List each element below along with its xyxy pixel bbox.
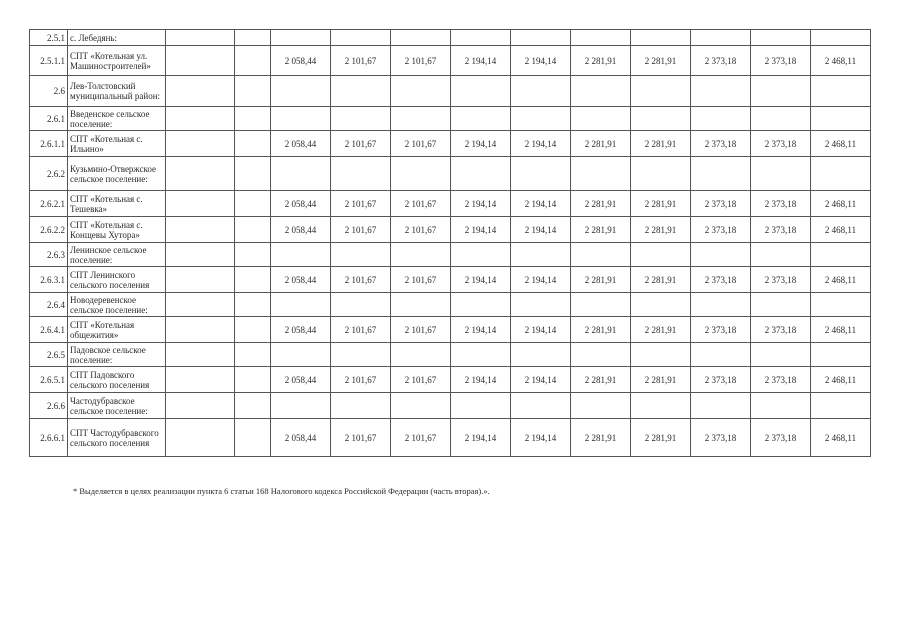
tariff-value: 2 281,91 [571, 267, 631, 293]
table-row [30, 191, 871, 217]
tariff-value [811, 293, 871, 317]
tariff-value: 2 101,67 [391, 367, 451, 393]
tariff-value [451, 243, 511, 267]
row-number: 2.6.1 [30, 107, 68, 131]
tariff-value [331, 157, 391, 191]
row-name: Лев-Толстовский муниципальный район: [68, 76, 166, 107]
tariff-value [691, 343, 751, 367]
tariff-value: 2 281,91 [571, 46, 631, 76]
tariff-value [391, 30, 451, 46]
empty-cell [166, 243, 235, 267]
row-name: СПТ «Котельная с. Тешевка» [68, 191, 166, 217]
row-number: 2.6.5.1 [30, 367, 68, 393]
row-name: Падовское сельское поселение: [68, 343, 166, 367]
empty-cell [166, 107, 235, 131]
empty-cell [166, 157, 235, 191]
empty-cell [235, 30, 271, 46]
tariff-value [511, 30, 571, 46]
tariff-value: 2 373,18 [691, 191, 751, 217]
tariff-value: 2 373,18 [751, 131, 811, 157]
table-row [30, 419, 871, 457]
tariff-value [271, 393, 331, 419]
table-row [30, 343, 871, 367]
row-name: Введенское сельское поселение: [68, 107, 166, 131]
tariff-value: 2 281,91 [631, 317, 691, 343]
tariff-value [691, 293, 751, 317]
tariff-value: 2 373,18 [691, 419, 751, 457]
tariff-value: 2 058,44 [271, 217, 331, 243]
tariff-value [451, 76, 511, 107]
table-row [30, 131, 871, 157]
empty-cell [235, 131, 271, 157]
tariff-value: 2 373,18 [751, 46, 811, 76]
tariff-value: 2 101,67 [331, 131, 391, 157]
tariff-value: 2 058,44 [271, 317, 331, 343]
empty-cell [166, 343, 235, 367]
table-row [30, 157, 871, 191]
tariff-value [691, 107, 751, 131]
tariff-table [29, 29, 871, 457]
empty-cell [166, 76, 235, 107]
tariff-value: 2 373,18 [751, 191, 811, 217]
empty-cell [166, 393, 235, 419]
tariff-value: 2 101,67 [391, 131, 451, 157]
tariff-value [391, 157, 451, 191]
row-name: Новодеревенское сельское поселение: [68, 293, 166, 317]
empty-cell [235, 46, 271, 76]
tariff-value [391, 393, 451, 419]
row-number: 2.6.5 [30, 343, 68, 367]
tariff-value: 2 373,18 [691, 317, 751, 343]
table-row [30, 76, 871, 107]
tariff-value [631, 157, 691, 191]
tariff-value: 2 101,67 [391, 46, 451, 76]
tariff-value [571, 343, 631, 367]
tariff-value [331, 393, 391, 419]
tariff-value [751, 30, 811, 46]
tariff-value: 2 468,11 [811, 419, 871, 457]
tariff-value [451, 393, 511, 419]
tariff-value [811, 107, 871, 131]
row-name: СПТ «Котельная ул. Машиностроителей» [68, 46, 166, 76]
tariff-value [691, 30, 751, 46]
tariff-value: 2 194,14 [511, 317, 571, 343]
empty-cell [235, 317, 271, 343]
row-number: 2.6.4 [30, 293, 68, 317]
tariff-value [451, 107, 511, 131]
tariff-value [571, 30, 631, 46]
tariff-value [811, 243, 871, 267]
tariff-value: 2 058,44 [271, 419, 331, 457]
table-row [30, 393, 871, 419]
tariff-value: 2 468,11 [811, 131, 871, 157]
empty-cell [166, 131, 235, 157]
tariff-value: 2 101,67 [391, 191, 451, 217]
tariff-value [571, 157, 631, 191]
tariff-value: 2 194,14 [511, 191, 571, 217]
empty-cell [166, 267, 235, 293]
tariff-value: 2 101,67 [391, 419, 451, 457]
tariff-value: 2 194,14 [511, 367, 571, 393]
empty-cell [235, 419, 271, 457]
tariff-value: 2 281,91 [631, 367, 691, 393]
tariff-value [751, 243, 811, 267]
tariff-value [511, 343, 571, 367]
tariff-value: 2 101,67 [391, 317, 451, 343]
tariff-value: 2 281,91 [571, 191, 631, 217]
tariff-value [631, 393, 691, 419]
empty-cell [166, 293, 235, 317]
tariff-value [331, 76, 391, 107]
row-number: 2.6.6.1 [30, 419, 68, 457]
tariff-value [271, 107, 331, 131]
tariff-value [751, 343, 811, 367]
tariff-value [631, 30, 691, 46]
tariff-value: 2 373,18 [691, 367, 751, 393]
tariff-value [331, 343, 391, 367]
tariff-value [391, 76, 451, 107]
tariff-value: 2 194,14 [451, 191, 511, 217]
empty-cell [235, 267, 271, 293]
empty-cell [166, 217, 235, 243]
tariff-value: 2 194,14 [511, 131, 571, 157]
tariff-value: 2 281,91 [631, 46, 691, 76]
tariff-value: 2 373,18 [751, 267, 811, 293]
empty-cell [166, 317, 235, 343]
tariff-value: 2 281,91 [571, 217, 631, 243]
tariff-value: 2 058,44 [271, 367, 331, 393]
tariff-value: 2 468,11 [811, 367, 871, 393]
tariff-value: 2 281,91 [571, 317, 631, 343]
row-number: 2.6.2.2 [30, 217, 68, 243]
tariff-value [271, 157, 331, 191]
table-row [30, 107, 871, 131]
empty-cell [235, 243, 271, 267]
row-name: СПТ «Котельная с. Ильино» [68, 131, 166, 157]
tariff-value [811, 343, 871, 367]
tariff-value [811, 393, 871, 419]
tariff-value [391, 343, 451, 367]
tariff-value: 2 101,67 [331, 419, 391, 457]
tariff-value [751, 293, 811, 317]
tariff-value [571, 107, 631, 131]
tariff-value [451, 343, 511, 367]
table-row [30, 46, 871, 76]
tariff-value: 2 194,14 [451, 267, 511, 293]
tariff-value: 2 194,14 [451, 317, 511, 343]
tariff-value [511, 243, 571, 267]
tariff-value: 2 281,91 [571, 131, 631, 157]
empty-cell [235, 217, 271, 243]
tariff-value [571, 76, 631, 107]
tariff-value [331, 293, 391, 317]
tariff-value [691, 157, 751, 191]
tariff-value [331, 30, 391, 46]
empty-cell [235, 76, 271, 107]
footnote: * Выделяется в целях реализации пункта 6 статьи 168 Налогового кодекса Российской Федерации (часть вторая).». [73, 486, 490, 496]
tariff-value: 2 373,18 [691, 131, 751, 157]
tariff-value: 2 101,67 [331, 191, 391, 217]
tariff-value [451, 30, 511, 46]
tariff-value: 2 468,11 [811, 317, 871, 343]
empty-cell [235, 107, 271, 131]
tariff-value: 2 468,11 [811, 217, 871, 243]
tariff-value [391, 107, 451, 131]
tariff-value: 2 194,14 [511, 419, 571, 457]
tariff-value [271, 243, 331, 267]
tariff-value [571, 393, 631, 419]
tariff-value: 2 194,14 [451, 367, 511, 393]
empty-cell [235, 293, 271, 317]
empty-cell [166, 30, 235, 46]
row-number: 2.5.1 [30, 30, 68, 46]
tariff-value [271, 343, 331, 367]
row-name: СПТ Падовского сельского поселения [68, 367, 166, 393]
tariff-value [331, 107, 391, 131]
tariff-value [751, 107, 811, 131]
tariff-value: 2 281,91 [631, 191, 691, 217]
tariff-value [451, 293, 511, 317]
tariff-value [271, 76, 331, 107]
tariff-value: 2 101,67 [331, 267, 391, 293]
tariff-value: 2 281,91 [631, 217, 691, 243]
tariff-value: 2 281,91 [631, 267, 691, 293]
tariff-value: 2 058,44 [271, 191, 331, 217]
row-name: Ленинское сельское поселение: [68, 243, 166, 267]
empty-cell [235, 191, 271, 217]
tariff-value [751, 76, 811, 107]
tariff-value [511, 157, 571, 191]
tariff-value [751, 157, 811, 191]
tariff-value: 2 281,91 [571, 419, 631, 457]
table-row [30, 243, 871, 267]
empty-cell [166, 367, 235, 393]
tariff-value: 2 373,18 [691, 46, 751, 76]
row-name: СПТ «Котельная общежития» [68, 317, 166, 343]
tariff-value [391, 293, 451, 317]
tariff-value: 2 058,44 [271, 46, 331, 76]
tariff-value: 2 373,18 [751, 419, 811, 457]
empty-cell [235, 157, 271, 191]
tariff-value: 2 194,14 [511, 217, 571, 243]
empty-cell [166, 46, 235, 76]
tariff-value: 2 468,11 [811, 46, 871, 76]
tariff-value: 2 194,14 [451, 217, 511, 243]
row-number: 2.6.1.1 [30, 131, 68, 157]
tariff-value [811, 76, 871, 107]
tariff-value: 2 468,11 [811, 191, 871, 217]
tariff-value: 2 101,67 [331, 367, 391, 393]
row-number: 2.6.2.1 [30, 191, 68, 217]
tariff-value [811, 30, 871, 46]
tariff-value [751, 393, 811, 419]
tariff-value: 2 101,67 [331, 217, 391, 243]
tariff-value: 2 373,18 [691, 267, 751, 293]
tariff-value [451, 157, 511, 191]
tariff-value [631, 107, 691, 131]
tariff-value [511, 293, 571, 317]
tariff-value [331, 243, 391, 267]
tariff-value: 2 194,14 [511, 46, 571, 76]
tariff-value [631, 343, 691, 367]
row-name: СПТ Ленинского сельского поселения [68, 267, 166, 293]
empty-cell [166, 191, 235, 217]
tariff-value [691, 393, 751, 419]
tariff-value: 2 373,18 [751, 217, 811, 243]
tariff-value [691, 76, 751, 107]
tariff-value: 2 373,18 [691, 217, 751, 243]
empty-cell [166, 419, 235, 457]
empty-cell [235, 367, 271, 393]
tariff-value: 2 194,14 [451, 131, 511, 157]
table-row [30, 217, 871, 243]
tariff-value [811, 157, 871, 191]
row-number: 2.6.3 [30, 243, 68, 267]
row-number: 2.6 [30, 76, 68, 107]
tariff-value [571, 293, 631, 317]
tariff-value [631, 243, 691, 267]
tariff-value: 2 101,67 [331, 317, 391, 343]
row-name: Частодубравское сельское поселение: [68, 393, 166, 419]
tariff-value [571, 243, 631, 267]
table-row [30, 267, 871, 293]
tariff-value: 2 101,67 [391, 267, 451, 293]
row-number: 2.5.1.1 [30, 46, 68, 76]
row-number: 2.6.4.1 [30, 317, 68, 343]
tariff-value [511, 107, 571, 131]
row-number: 2.6.2 [30, 157, 68, 191]
row-number: 2.6.3.1 [30, 267, 68, 293]
tariff-value: 2 373,18 [751, 317, 811, 343]
tariff-value: 2 468,11 [811, 267, 871, 293]
tariff-value: 2 281,91 [631, 131, 691, 157]
row-name: Кузьмино-Отвержское сельское поселение: [68, 157, 166, 191]
tariff-value: 2 281,91 [571, 367, 631, 393]
table-row [30, 30, 871, 46]
table-row [30, 317, 871, 343]
empty-cell [235, 343, 271, 367]
tariff-value [391, 243, 451, 267]
tariff-value: 2 058,44 [271, 131, 331, 157]
table-row [30, 293, 871, 317]
table-row [30, 367, 871, 393]
empty-cell [235, 393, 271, 419]
tariff-value: 2 101,67 [331, 46, 391, 76]
row-name: с. Лебедянь: [68, 30, 166, 46]
tariff-value: 2 101,67 [391, 217, 451, 243]
tariff-value [511, 76, 571, 107]
tariff-value [271, 293, 331, 317]
tariff-value: 2 194,14 [511, 267, 571, 293]
tariff-value [691, 243, 751, 267]
tariff-value [271, 30, 331, 46]
row-name: СПТ Частодубравского сельского поселения [68, 419, 166, 457]
tariff-value [511, 393, 571, 419]
row-number: 2.6.6 [30, 393, 68, 419]
tariff-value: 2 058,44 [271, 267, 331, 293]
row-name: СПТ «Котельная с. Конщевы Хутора» [68, 217, 166, 243]
tariff-value: 2 373,18 [751, 367, 811, 393]
tariff-value: 2 194,14 [451, 419, 511, 457]
tariff-value: 2 194,14 [451, 46, 511, 76]
tariff-value [631, 293, 691, 317]
tariff-value [631, 76, 691, 107]
tariff-value: 2 281,91 [631, 419, 691, 457]
